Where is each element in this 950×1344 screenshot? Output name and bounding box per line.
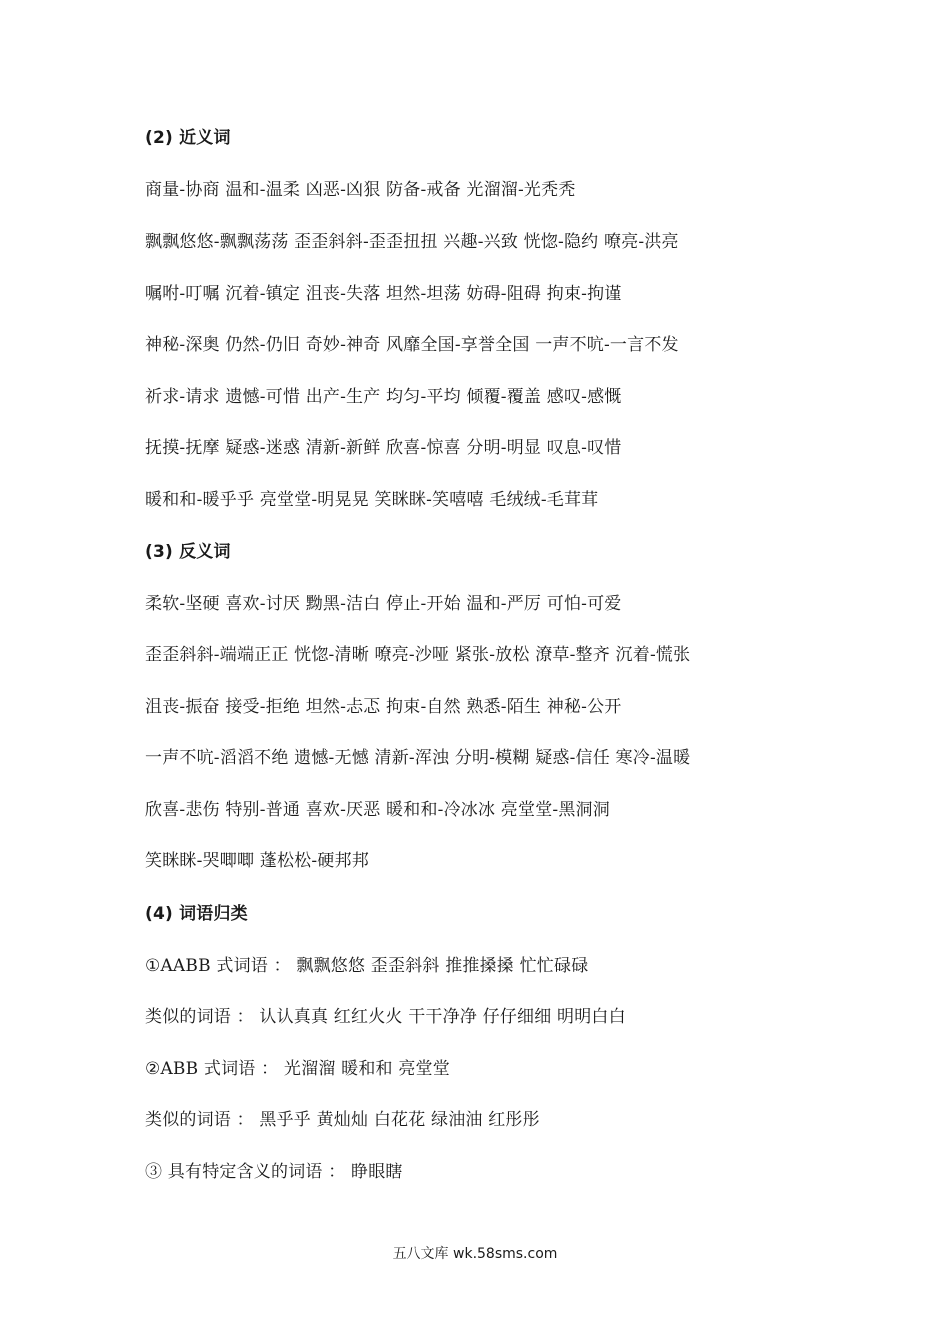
antonym-line: 笑眯眯-哭唧唧 蓬松松-硬邦邦 bbox=[145, 851, 369, 871]
category-line: ②ABB 式词语 ： 光溜溜 暖和和 亮堂堂 bbox=[145, 1059, 450, 1079]
synonym-line: 神秘-深奥 仍然-仍旧 奇妙-神奇 风靡全国-享誉全国 一声不吭-一言不发 bbox=[145, 335, 679, 355]
category-line: ③ 具有特定含义的词语 ： 睁眼瞎 bbox=[145, 1162, 403, 1182]
antonym-line: 歪歪斜斜-端端正正 恍惚-清晰 嘹亮-沙哑 紧张-放松 潦草-整齐 沉着-慌张 bbox=[145, 645, 691, 665]
antonym-line: 柔软-坚硬 喜欢-讨厌 黝黑-洁白 停止-开始 温和-严厉 可怕-可爱 bbox=[145, 594, 622, 614]
synonym-line: 嘱咐-叮嘱 沉着-镇定 沮丧-失落 坦然-坦荡 妨碍-阻碍 拘束-拘谨 bbox=[145, 284, 622, 304]
category-line: 类似的词语 ： 黑乎乎 黄灿灿 白花花 绿油油 红彤彤 bbox=[145, 1110, 540, 1130]
category-line: ①AABB 式词语 ： 飘飘悠悠 歪歪斜斜 推推搡搡 忙忙碌碌 bbox=[145, 956, 589, 976]
section-heading-antonyms: (3) 反义词 bbox=[145, 542, 231, 562]
antonym-line: 欣喜-悲伤 特别-普通 喜欢-厌恶 暖和和-冷冰冰 亮堂堂-黑洞洞 bbox=[145, 800, 610, 820]
synonym-line: 抚摸-抚摩 疑惑-迷惑 清新-新鲜 欣喜-惊喜 分明-明显 叹息-叹惜 bbox=[145, 438, 622, 458]
section-heading-categories: (4) 词语归类 bbox=[145, 904, 248, 924]
synonym-line: 暖和和-暖乎乎 亮堂堂-明晃晃 笑眯眯-笑嘻嘻 毛绒绒-毛茸茸 bbox=[145, 490, 599, 510]
category-line: 类似的词语 ： 认认真真 红红火火 干干净净 仔仔细细 明明白白 bbox=[145, 1007, 626, 1027]
synonym-line: 祈求-请求 遗憾-可惜 出产-生产 均匀-平均 倾覆-覆盖 感叹-感慨 bbox=[145, 387, 622, 407]
synonym-line: 飘飘悠悠-飘飘荡荡 歪歪斜斜-歪歪扭扭 兴趣-兴致 恍惚-隐约 嘹亮-洪亮 bbox=[145, 232, 679, 252]
antonym-line: 沮丧-振奋 接受-拒绝 坦然-忐忑 拘束-自然 熟悉-陌生 神秘-公开 bbox=[145, 697, 622, 717]
page-footer: 五八文库 wk.58sms.com bbox=[392, 1246, 558, 1262]
synonym-line: 商量-协商 温和-温柔 凶恶-凶狠 防备-戒备 光溜溜-光秃秃 bbox=[145, 180, 576, 200]
section-heading-synonyms: (2) 近义词 bbox=[145, 128, 231, 148]
antonym-line: 一声不吭-滔滔不绝 遗憾-无憾 清新-浑浊 分明-模糊 疑惑-信任 寒冷-温暖 bbox=[145, 748, 691, 768]
